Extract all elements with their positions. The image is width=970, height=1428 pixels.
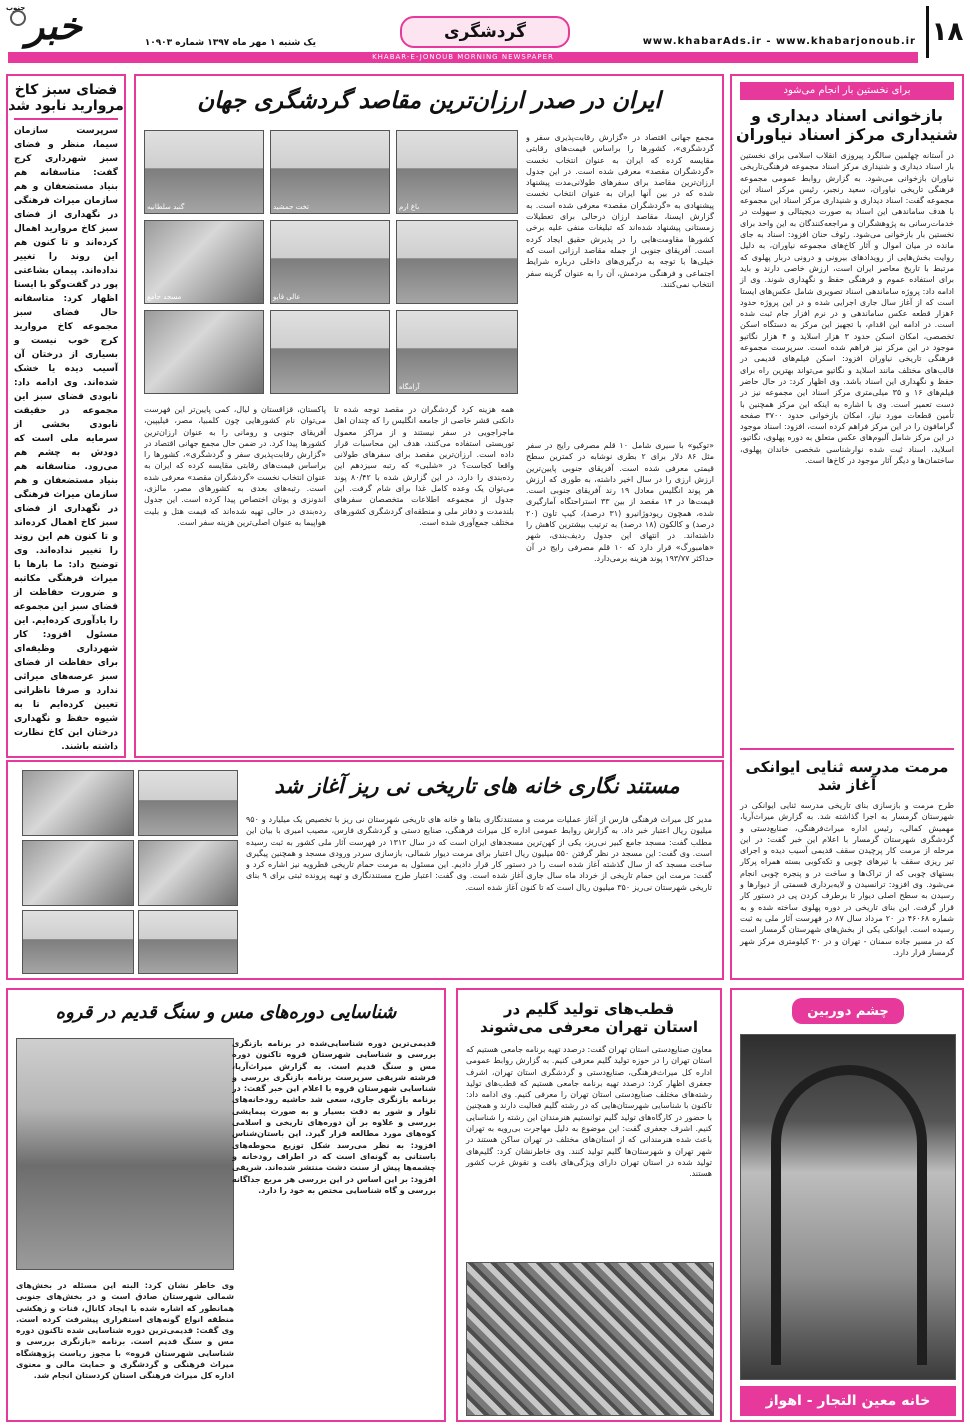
bottom-left [6, 988, 446, 1422]
photo-caption-1: گنبد سلطانیه [147, 203, 185, 211]
photo-courtyard [396, 220, 518, 304]
photo-ruins [270, 130, 390, 214]
left-title-1: فضای سبز کاخ [14, 82, 118, 98]
main-col-3: همه هزینه کرد گردشگران در مقصد توجه شده تا دانکنی قشر خاصی از جامعه انگلیس را که چندان اهل ماجراجویی در سفر نیستند و از مراکز معمول توریستی استفاده می‌کنند، هدف این محاسبات قرار داده است. ارزان‌ترین مقصد برای سفرهای طولانی واقعا کجاست؟ در «شلبی» که رتبه سیزدهم این رده‌بندی را دارد، در این گزارش شده با ۸۰/۴۲ پوند می‌توان یک وعده کامل غذا برای شام گرفت. این جدول از مجموعه اطلاعات متخصصان سفرهای بلندمدت و دفاتر ملی و منطقه‌ای گردشگری کشورهای مختلف جمع‌آوری شده است. [334, 405, 514, 527]
mid-banner [6, 760, 724, 980]
logo-text: خبر [26, 4, 82, 48]
photo-grid [144, 130, 518, 394]
neyriz-photo-1 [22, 770, 134, 836]
left-title-2: مروارید نابود شد [8, 98, 124, 114]
page-number: ۱۸ [931, 17, 964, 47]
bottom-mid-title-2: استان تهران معرفی می‌شوند [480, 1018, 698, 1036]
bottom-mid-body: معاون صنایع‌دستی استان تهران گفت: درصدد تهیه برنامه جامعی هستیم که استان تهران را در حوزه تولید گلیم معرفی کنیم. به گزارش روابط عمومی اداره کل میراث‌فرهنگی، صنایع‌دستی و گردشگری استان تهران، اشرف جعفری اظهار کرد: درصدد تهیه برنامه جامعی هستیم که قطب‌های تولید رشته‌های مختلف صنایع‌دستی استان تهران را معرفی کنیم. وی ادامه داد: تاکنون با شناسایی شهرستان‌هایی که در رشته گلیم فعالیت دارند و همچنین با حضور در کارگاه‌های تولید گلیم توانستیم هنرمندان این رشته را شناسایی کنیم. اشرف جعفری گفت: این موضوع به دلیل مهاجرت بی‌رویه به تهران باعث شده هنرمندانی که از استان‌های مختلف در تهران ساکن هستند در شهر تهران و شهرستان‌ها گلیم تولید کنند. وی خاطرنشان کرد: گلیم‌های تولید شده در استان تهران دارای ویژگی‌های بافت و نقوش غرب کشور هستند. [466, 1045, 712, 1179]
website[interactable]: www.khabarAds.ir - www.khabarjonoub.ir [642, 36, 916, 47]
qorveh-photo [16, 1038, 234, 1270]
photo-palace [144, 220, 264, 304]
photo-mosque [270, 220, 390, 304]
mid-banner-title: مستند نگاری خانه های تاریخی نی ریز آغاز شد [274, 774, 680, 798]
photo-village [270, 310, 390, 394]
bottom-left-title: شناسایی دوره‌های مس و سنگ قدیم در قروه [55, 1002, 397, 1023]
photo-caption-4: مسجد جامع [147, 293, 182, 301]
bottom-right [730, 988, 964, 1422]
page-header [0, 0, 970, 68]
issue-date: یک شنبه ۱ مهر ماه ۱۳۹۷ شماره ۱۰۹۰۳ [144, 38, 316, 48]
photo-caption-6: آرامگاه [399, 383, 420, 391]
main-col-2: «توکیو» با سیری شامل ۱۰ قلم مصرفی رایج در سفر مثل ۸۶ دلار برای ۲ بطری نوشابه در کمترین سطح قیمتی معرفی شده است. آفریقای جنوبی پایین‌ترین ارزش ارزی را در سال اخیر داشته، به طوری که ارزش هر پوند انگلیس معادل ۱۹ رند آفریقای جنوبی است. قیمت‌ها در ۱۴ مقصد از بین ۳۳ استراحتگاه آمارگیری شده، همچون ریودوژانیرو (۳۱ درصد)، کیپ تاون (۲۰ درصد) و کالکون (۱۸ درصد) به ترتیب بیشترین کاهش را داشته‌اند. در انتهای این جدول ردیف‌بندی، شهر «هامبورگ» قرار دارد که ۱۰ قلم مصرفی رایج در آن حداکثر ۱۹۳/۷۷ پوند هزینه برمی‌دارد. [526, 441, 714, 563]
header-strip [8, 52, 918, 63]
main-title: ایران در صدر ارزان‌ترین مقاصد گردشگری جهان [197, 88, 661, 114]
neyriz-photo-5 [22, 910, 134, 974]
main-article [134, 74, 724, 758]
neyriz-photo-2 [138, 770, 238, 836]
section-tab [400, 16, 570, 48]
right-mid-title-2: آغاز شد [817, 776, 877, 794]
page-number-box [926, 6, 966, 58]
right-column [730, 74, 964, 980]
kilim-photo [466, 1262, 714, 1416]
photo-mausoleum [396, 310, 518, 394]
moin-caption-box [740, 1386, 956, 1416]
moin-photo [740, 1034, 956, 1380]
photo-caption-3: باغ ارم [399, 203, 420, 211]
left-column [6, 74, 126, 758]
right-kicker-text: برای نخستین بار انجام می‌شود [783, 85, 911, 96]
bottom-left-col1: قدیمی‌ترین دوره شناسایی‌شده در برنامه بازنگری بررسی و شناسایی شهرستان قروه تاکنون دوره مس و سنگ قدیم است. به گزارش میراث‌آریا، فرشته شریفی سرپرست برنامه بازنگری بررسی و شناسایی شهرستان قروه با اعلام این خبر گفت: در برنامه بازنگری جاری، سعی شد حاشیه رودخانه‌های تلوار و شور به دقت بسیار و به صورت پیمایشی بررسی و علاوه بر آن دوره‌های تاریخی و اسلامی کوه‌های مورد مطالعه قرار گیرد. این باستان‌شناس افزود: به نظر می‌رسد شکل توزیع محوطه‌های باستانی به گونه‌ای است که در اطراف رودخانه و چشمه‌ها پیش از سنت دشت منتشر شده‌اند. شریفی افزود: بر این اساس در این بررسی هر مربع جداگانه بررسی و گاه شناسایی مختص به خود را دارد. [232, 1039, 436, 1195]
globe-icon [10, 10, 26, 26]
right-title-1: بازخوانی اسناد دیداری و [751, 106, 943, 125]
main-col-1: مجمع جهانی اقتصاد در «گزارش رقابت‌پذیری سفر و گردشگری»، کشورها را براساس قیمت‌های رقابتی مقایسه کرده که ایران به عنوان انتخاب نخست «گردشگران مقصد» معرفی شده است. در این جدول ارزان‌ترین مقاصد برای سفرهای طولانی‌مدت پیشنهاد شده که در بین آنها ایران به عنوان انتخاب نخست پیشنهادی به «گردشگران مقصد» معرفی شده است. به گزارش ایسنا، مقاصد ارزان درحالی برای تعطیلات زمستانی پیشنهاد شده‌اند که تبلیغات منفی علیه برخی کشورها مقاومت‌هایی را در پذیرش حقیق ایجاد کرده است. آفریقای جنوبی از جمله مقاصد ارزانی است که خیلی‌ها با توجه به درگیری‌های داخلی درباره شرایط اجتماعی و فرهنگی مردمش، آن را به عنوان گزینه سفر انتخاب نمی‌کنند. [526, 133, 714, 289]
right-mid-title-1: مرمت مدرسه ثنایی ایوانکی [745, 758, 949, 776]
camera-label: چشم دوربین [807, 1003, 889, 1019]
bottom-left-col2: وی خاطر نشان کرد: البته این مسئله در بخش‌های شمالی شهرستان صادق است و در بخش‌های جنوبی همانطور که اشاره شده با ایجاد کانال، قنات و زهکشی منطقه انواع گونه‌های استقراری پیشرفت کرده است. وی گفت: قدیمی‌ترین دوره شناسایی شده تاکنون دوره مس و سنگ قدیم است. برنامه «بازنگری بررسی و شناسایی شهرستان قروه» با مجوز ریاست پژوهشگاه میراث فرهنگی و گردشگری و حمایت مالی و معنوی اداره کل میراث فرهنگی استان کردستان انجام شد. [16, 1281, 234, 1381]
photo-caption-5: عالی قاپو [273, 293, 301, 301]
mid-banner-body: مدیر کل میراث فرهنگی فارس از آغاز عملیات مرمت و مستندنگاری بناها و خانه های تاریخی شهرستان نی ریز با تخصیص یک میلیارد و ۹۵۰ میلیون ریال اعتبار خبر داد. به گزارش روابط عمومی اداره کل میراث فرهنگی، صنایع دستی و گردشگری فارس، مصیب امیری با بیان این مطلب گفت: مسجد جامع کبیر نی‌ریز، یکی از کهن‌ترین مسجدهای ایران است که در سال ۱۳۱۲ در فهرست آثار ملی کشور به ثبت رسیده است. وی گفت: این مسجد در نظر گرفتن ۵۵۰ میلیون ریال اعتبار برای مرمت دیوار شمالی، بازسازی سردر ورودی مسجد و همچنین پیگیری ساخت مسجد که از سال گذشته آغاز شده است را در دستور کار قرار دادیم. این مسئول به مرمت حمام تاریخی قطرویه نیز اشاره کرد و گفت: مرمت این حمام تاریخی از خرداد ماه سال جاری آغاز شده است. وی گفت: اعتبار طرح مستندنگاری و تهیه پرونده ثبتی برای ۹ بنای تاریخی شهرستان نی‌ریز ۳۵۰ میلیون ریال است که تا کنون آغاز شده است. [246, 815, 712, 892]
photo-dome [144, 130, 264, 214]
neyriz-photo-4 [138, 840, 238, 906]
arch-shape [771, 1065, 927, 1365]
photo-caption-2: تخت جمشید [273, 203, 309, 211]
left-body: سرپرست سازمان سیما، منظر و فضای سبز شهرداری کرج گفت: متاسفانه هم بنیاد مستضعفان و هم سازمان میراث فرهنگی در نگهداری از فضای سبز کاخ مروارید اهمال کرده‌اند و تا کنون هم این روند را تغییر نداده‌اند. پیمان بشاعتی پور در گفت‌وگو با ایسنا اظهار کرد: متاسفانه حال فضای سبز مجموعه کاخ مروارید کرج خوب نیست و بسیاری از درختان آن آسیب دیده یا خشک شده‌اند. وی ادامه داد: نابودی فضای سبز این مجموعه در حقیقت نابودی بخشی از سرمایه ملی است که دودش به چشم هم می‌رود. متاسفانه هم بنیاد مستضعفان و هم سازمان میراث فرهنگی در نگهداری از فضای سبز کاخ اهمال کرده‌اند و تا کنون هم این روند را تغییر نداده‌اند. وی توضیح داد: ما بارها با میراث فرهنگی مکاتبه و ضرورت حفاظت از فضای سبز این مجموعه را یادآوری کرده‌ایم. این مسئول افزود: کار شهرداری وظیفه‌ای برای حفاظت از فضای سبز عرصه‌های میراثی ندارد و صرفا ناظرانی تعیین کرده‌ایم تا به شیوه حفظ و نگهداری درختان این کاخ نظارت داشته باشند. [14, 126, 118, 752]
main-col-4: پاکستان، قزاقستان و لیال، کمی پایین‌تر این فهرست می‌توان نام کشورهایی چون کلمبیا، مصر، فیلیپین، آفریقای جنوبی و رومانی را به عنوان ارزان‌ترین کشورها پیدا کرد. در ضمن حال مجمع جهانی اقتصاد در «گزارش رقابت‌پذیری سفر و گردشگری»، کشورها را براساس قیمت‌های رقابتی مقایسه کرده که ایران به عنوان انتخاب نخست «گردشگران مقصد» معرفی شده است. رتبه‌های بعدی به کشورهای مصر، مالزی، اندونزی و یونان اختصاص پیدا کرده است. این جدول رده‌بندی در حالی تهیه شده‌اند که قیمت هتل و بلیت هواپیما به عنوان اصلی‌ترین هزینه سفر است. [144, 405, 326, 527]
right-mid-body: طرح مرمت و بازسازی بنای تاریخی مدرسه ثنایی ایوانکی در شهرستان گرمسار به اجرا گذاشته شد. به گزارش میراث‌آریا، مهمیش کمالی، رئیس اداره میراث‌فرهنگی، صنایع‌دستی و گردشگری شهرستان گرمسار با اعلام این خبر گفت: در این مرحله از مرمت کار پرچیدن سقف قدیمی آسیب دیده و اجرای تیر ریزی سقف با تیرهای چوبی و تکه‌کوبی بسته همراه پرکار بستهای چوبی که از تراک‌ها و ساخت در و پنجره چوبی انجام می‌شود. وی افزود: ترانسیدن و لایه‌برداری قسمتی از دیوارها و رسیدن به سطح اصلی دیوار تا برطرف کردن پی در دستور کار قرار گرفت. این بنای تاریخی در دوره پهلوی ساخته شده و به شماره ۴۶۰۶۸ در ۲۰ مرداد سال ۸۷ در فهرست آثار ملی به ثبت رسیده است. ایوانکی یکی از بخش‌های شهرستان گرمسار است که در مسیر جاده سمنان - تهران و در ۲۰ کیلومتری مرکز شهر گرمسار قرار دارد. [740, 801, 955, 957]
moin-caption: خانه معین التجار - اهواز [765, 1393, 931, 1409]
neyriz-photo-3 [22, 840, 134, 906]
section-title: گردشگری [444, 22, 526, 42]
right-kicker [740, 82, 954, 100]
camera-label-box [792, 998, 904, 1024]
neyriz-photo-6 [138, 910, 238, 974]
right-title-2: شنیداری مرکز اسناد نیاوران [735, 125, 959, 144]
bottom-mid-title-1: قطب‌های تولید گلیم در [503, 1000, 675, 1018]
logo[interactable] [6, 4, 102, 50]
logo-sub: جنوب [6, 4, 26, 12]
right-top-body: در آستانه چهلمین سالگرد پیروزی انقلاب اسلامی برای نخستین بار اسناد دیداری و شنیداری مرکز اسناد مجموعه فرهنگی‌تاریخی نیاوران بازخوانی می‌شود. به گزارش روابط عمومی مجموعه فرهنگی تاریخی نیاوران، سعید رنجبر، رئیس مرکز اسناد این مجموعه گفت: اسناد دیداری و شنیداری مرکز اسناد این مجموعه با هدف ساماندهی این اسناد به صورت دیجیتالی و سهولت در خدمات‌رسانی به پژوهشگران و مراجعه‌کنندگان به این واحد برای نخستین بار بازخوانی می‌شود. رئوف حنان افزود: اسناد به جای مانده در میان اموال و آثار کاخ‌های مجموعه نیاوران، به دلیل روایت بخش‌هایی از رویدادهای بیرونی و درونی دربار پهلوی که مرتبط با تاریخ معاصر ایران است، ارزش خاصی دارند و باید برای استفاده عموم و فرهنگی حفظ و نگهداری شوند. وی از ادامه داد: پروژه ساماندهی اسناد تصویری شامل عکس‌های ایستا است که از آغاز سال جاری اجرایی شده و در این پروژه حدود ۶هزار قطعه عکس ساماندهی و در نرم افزار جام ثبت شده است. در ادامه این اقدام، با تجهیز این مرکز به دستگاه اسکن تخصصی، امکان اسکن حدود ۳ هزار اسلاید و ۴ هزار نگاتیو موجود در این مرکز نیز فراهم شده است. سرپرست مجموعه فرهنگی تاریخی نیاوران افزود: اسکن فیلم‌های قدیمی در قالب‌های مختلف مانند اسلاید و نگاتیو می‌تواند بهترین راه برای حفظ و نگهداری این اسناد باشد. وی اظهار کرد: در حال حاضر فیلم‌های ۱۶ و ۳۵ میلی‌متری مرکز اسناد این مجموعه نیز در دست تعمیر است. وی با اشاره به اینکه این مرکز همچنین با تأمین قطعات مورد نیاز، امکان بازخوانی حدود ۳۷۰۰ صفحه گرامافون را در این مرکز فراهم کرده است، افزود: اسناد موجود در این مرکز شامل آلبوم‌های عکس متعلق به دوره پهلوی، نگاتیو، اسلاید، اسناد ثبت شده نوارشناسی شخصی خاندان پهلوی، ساختمان‌ها و دیگر آثار موجود در کاخ‌ها است. [740, 151, 954, 466]
bottom-middle [456, 988, 722, 1422]
header-subtitle: KHABAR-E-JONOUB MORNING NEWSPAPER [372, 53, 554, 61]
photo-garden [396, 130, 518, 214]
photo-hall [144, 310, 264, 394]
